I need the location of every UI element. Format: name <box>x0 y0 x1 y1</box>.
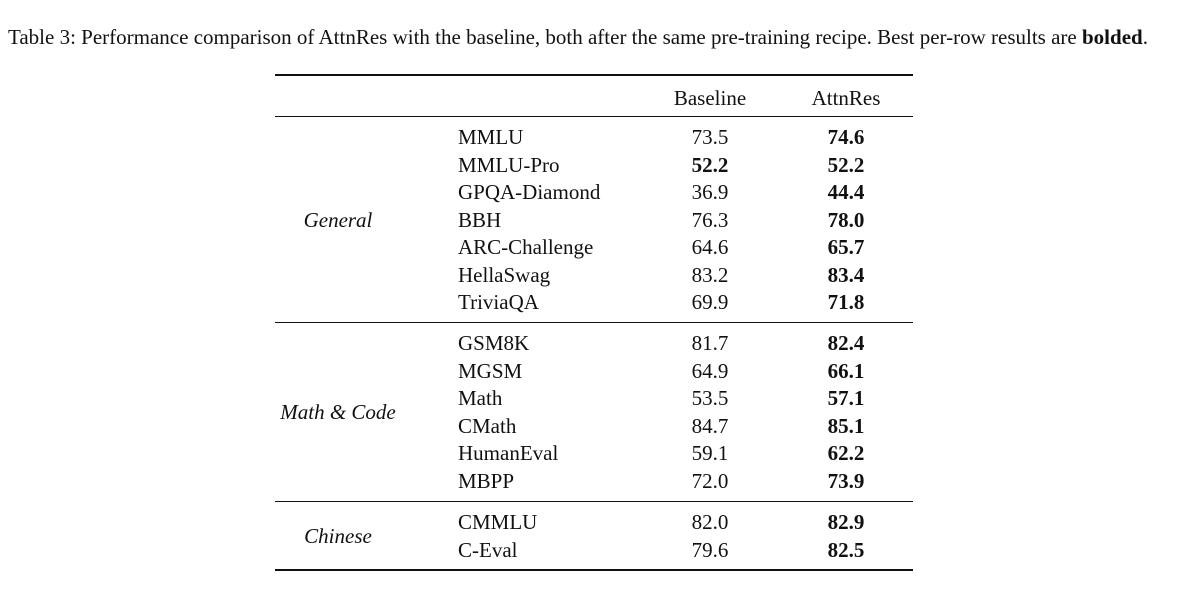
group-label: Math & Code <box>280 399 396 424</box>
benchmark-name: CMMLU <box>458 510 538 534</box>
baseline-score: 64.9 <box>691 358 729 383</box>
baseline-score: 59.1 <box>691 441 729 465</box>
baseline-score: 81.7 <box>691 331 729 355</box>
table-row <box>275 330 913 357</box>
attnres-score: 66.1 <box>827 358 865 383</box>
attnres-score: 82.5 <box>827 537 865 562</box>
table-row <box>275 124 913 151</box>
benchmark-name: HellaSwag <box>458 262 551 287</box>
table-row <box>275 152 913 179</box>
caption-bold-word: bolded <box>1082 25 1143 49</box>
table-row <box>275 179 913 206</box>
column-header-attnres: AttnRes <box>811 86 881 110</box>
table-row <box>275 358 913 385</box>
column-header-baseline: Baseline <box>673 86 747 110</box>
attnres-score: 62.2 <box>827 441 865 465</box>
baseline-score: 52.2 <box>691 152 729 177</box>
baseline-score: 82.0 <box>691 510 729 534</box>
table-row <box>275 440 913 467</box>
table-row <box>275 468 913 495</box>
attnres-score: 52.2 <box>827 152 865 177</box>
benchmark-name: TriviaQA <box>458 290 539 314</box>
baseline-score: 53.5 <box>691 386 729 410</box>
baseline-score: 79.6 <box>691 537 729 562</box>
table-row <box>275 262 913 289</box>
attnres-score: 74.6 <box>827 125 865 149</box>
attnres-score: 78.0 <box>827 207 865 232</box>
benchmark-name: ARC-Challenge <box>458 235 594 259</box>
benchmark-name: Math <box>458 386 503 410</box>
baseline-score: 76.3 <box>691 207 729 232</box>
attnres-score: 71.8 <box>827 290 865 314</box>
benchmark-name: MMLU <box>458 125 524 149</box>
attnres-score: 85.1 <box>827 413 865 438</box>
group-separator-rule <box>275 501 913 502</box>
benchmark-name: GPQA-Diamond <box>458 180 601 204</box>
table-row <box>275 289 913 316</box>
benchmark-name: MBPP <box>458 468 515 493</box>
baseline-score: 72.0 <box>691 468 729 493</box>
attnres-score: 57.1 <box>827 386 865 410</box>
benchmark-name: BBH <box>458 207 502 232</box>
attnres-score: 44.4 <box>827 180 865 204</box>
baseline-score: 73.5 <box>691 125 729 149</box>
attnres-score: 82.4 <box>827 331 865 355</box>
baseline-score: 36.9 <box>691 180 729 204</box>
baseline-score: 69.9 <box>691 290 729 314</box>
table-row <box>275 234 913 261</box>
top-rule <box>275 74 913 76</box>
benchmark-name: MMLU-Pro <box>458 152 560 177</box>
header-rule <box>275 116 913 117</box>
benchmark-name: GSM8K <box>458 331 530 355</box>
caption-suffix: . <box>1142 25 1148 49</box>
attnres-score: 73.9 <box>827 468 865 493</box>
benchmark-name: HumanEval <box>458 441 559 465</box>
attnres-score: 82.9 <box>827 510 865 534</box>
group-label: General <box>303 207 373 232</box>
bottom-rule <box>275 569 913 571</box>
benchmark-name: CMath <box>458 413 517 438</box>
baseline-score: 83.2 <box>691 262 729 287</box>
table-caption <box>8 24 1192 50</box>
baseline-score: 84.7 <box>691 413 729 438</box>
caption-prefix: Table 3: Performance comparison of AttnRes with the baseline, both after the same pre-training recipe. Best per-row results are <box>8 25 1082 49</box>
benchmark-name: C-Eval <box>458 537 518 562</box>
group-separator-rule <box>275 322 913 323</box>
baseline-score: 64.6 <box>691 235 729 259</box>
benchmark-name: MGSM <box>458 358 523 383</box>
attnres-score: 83.4 <box>827 262 865 287</box>
group-label: Chinese <box>304 523 372 548</box>
attnres-score: 65.7 <box>827 235 865 259</box>
